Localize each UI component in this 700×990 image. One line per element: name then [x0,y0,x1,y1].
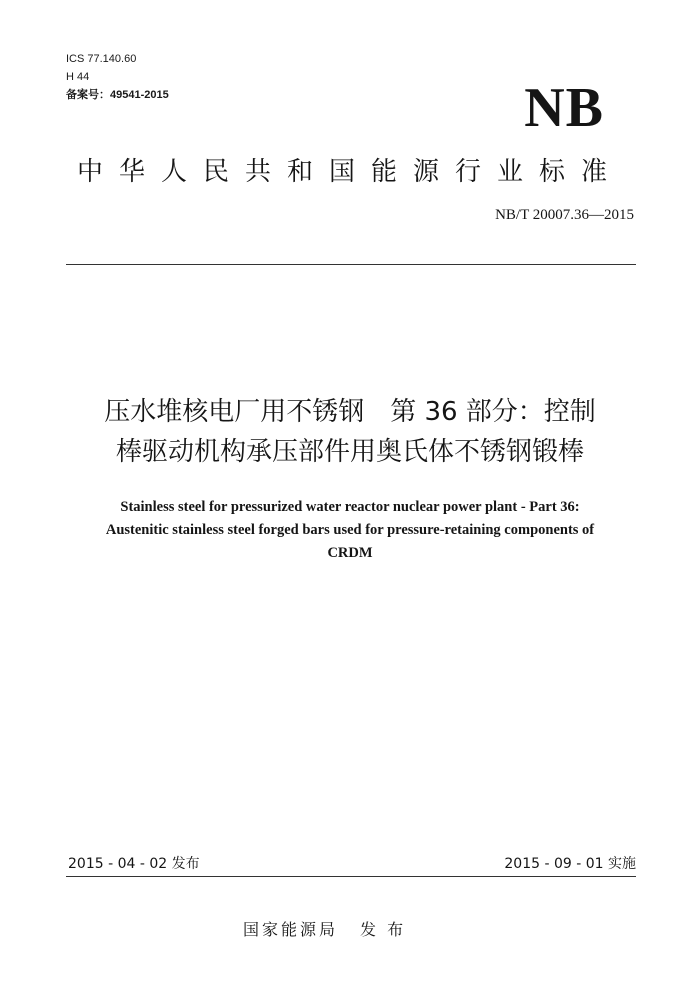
english-title [40,496,660,565]
chinese-title-line-1: 压水堆核电厂用不锈钢 第 36 部分：控制 [104,397,596,427]
standard-body-heading: 中华人民共和国能源行业标准 [76,157,623,187]
classification-code: H 44 [66,71,90,83]
ics-code: ICS 77.140.60 [66,53,137,65]
issuer-action: 发 布 [360,920,407,939]
english-title-line-3: CRDM [327,545,373,561]
english-title-line-1: Stainless steel for pressurized water reactor nuclear power plant - Part 36: [120,499,580,515]
bottom-divider [66,876,636,877]
standard-number: NB/T 20007.36—2015 [495,207,634,223]
issue-date: 2015 - 04 - 02 发布 [68,856,200,872]
record-number: 备案号：49541-2015 [66,89,169,101]
issuer-name: 国家能源局 [243,920,339,939]
chinese-title-line-2: 棒驱动机构承压部件用奥氏体不锈钢锻棒 [115,437,584,467]
chinese-title [40,392,660,472]
nb-logo: NB [524,77,604,139]
english-title-line-2: Austenitic stainless steel forged bars used for pressure-retaining components of [105,522,595,538]
implementation-date: 2015 - 09 - 01 实施 [504,856,636,872]
top-divider [66,264,636,265]
issuer-line [243,920,406,940]
